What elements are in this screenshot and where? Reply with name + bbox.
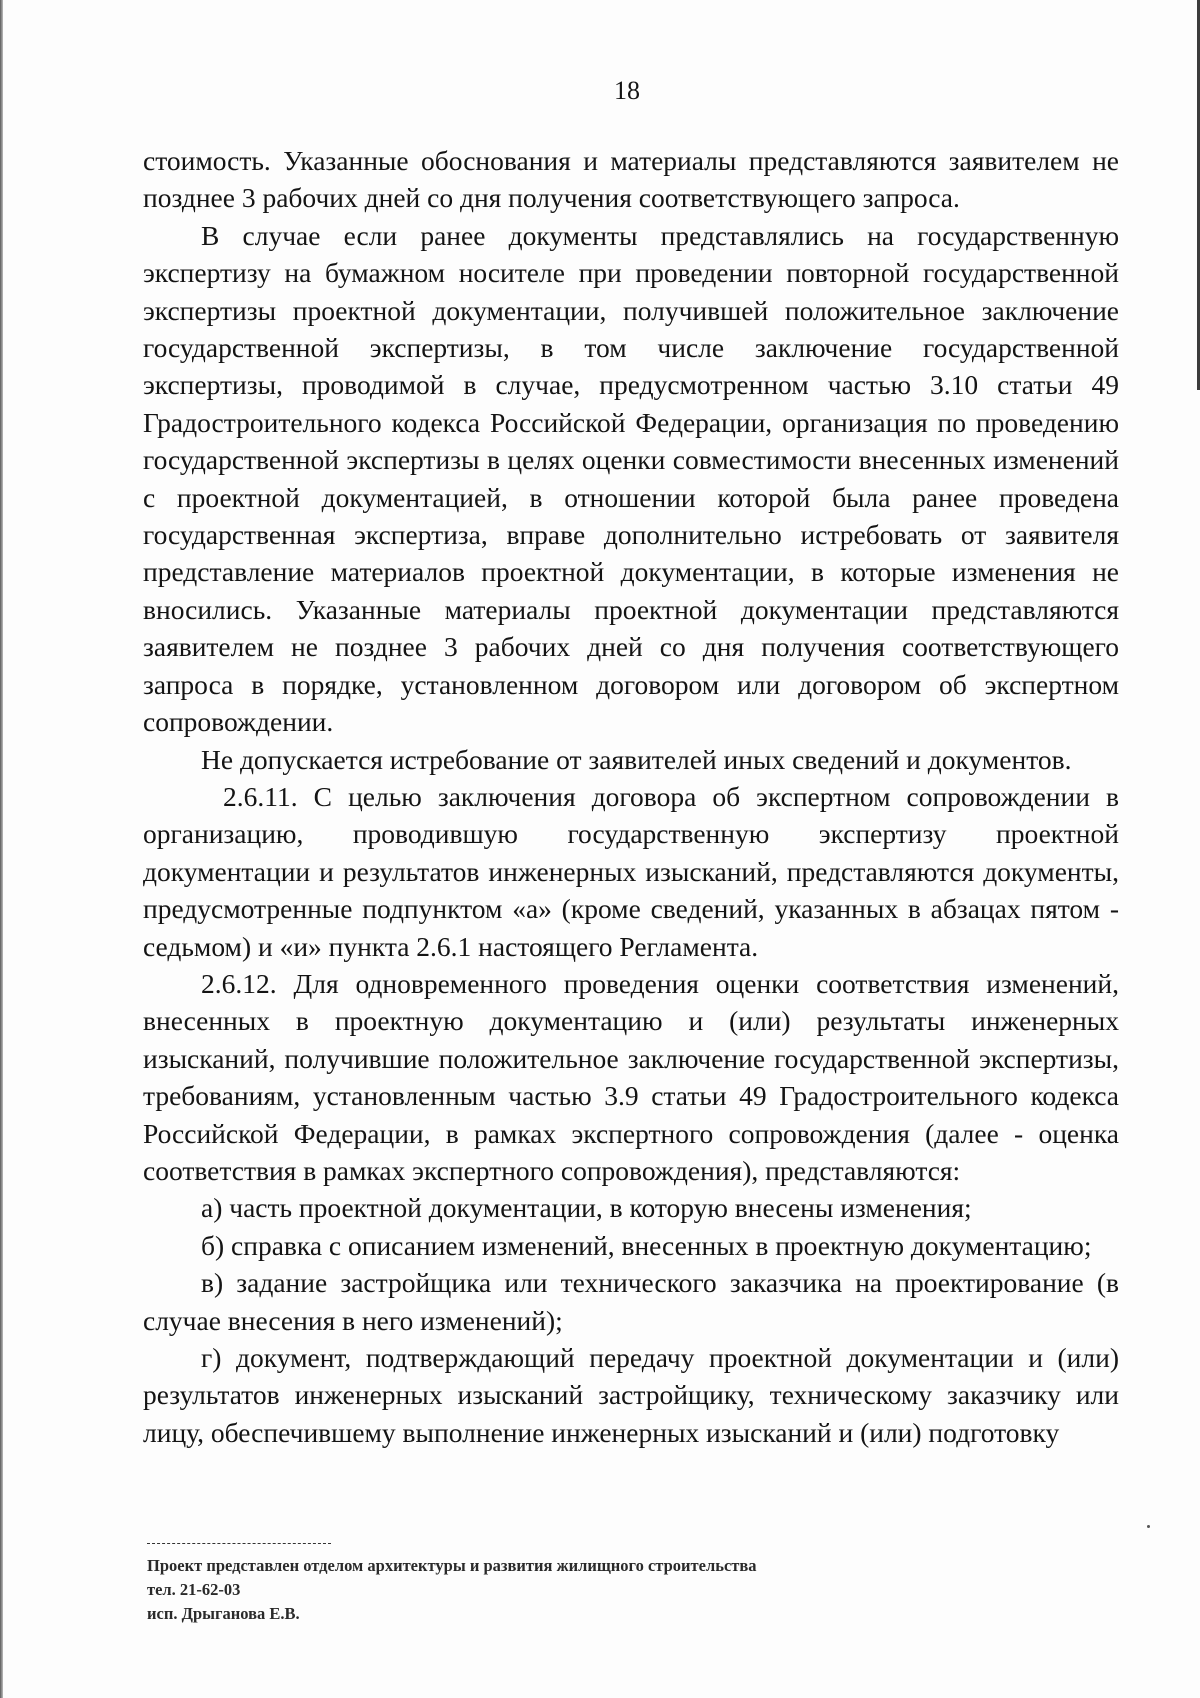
scan-left-edge (0, 0, 3, 1698)
paragraph-no-extra-documents: Не допускается истребование от заявителей иных сведений и документов. (201, 743, 1072, 775)
document-body (143, 142, 1119, 1451)
footer-separator (147, 1543, 331, 1544)
paragraph-2-6-12: 2.6.12. Для одновременного проведения оценки соответствия изменений, внесенных в проектную документацию и (или) результаты инженерных изысканий, получившие положительное заключение государственной экспертизы, требованиям, установленным частью 3.9 статьи 49 Градостроительного кодекса Российской Федерации, в рамках экспертного сопровождения (далее - оценка соответствия в рамках экспертного сопровождения), представляются: (143, 967, 1119, 1186)
paragraph-repeat-expertise: В случае если ранее документы представлялись на государственную экспертизу на бумажном носителе при проведении повторной государственной экспертизы проектной документации, получившей положительное заключение государственной экспертизы, в том числе заключение государственной экспертизы, проводимой в случае, предусмотренном частью 3.10 статьи 49 Градостроительного кодекса Российской Федерации, организация по проведению государственной экспертизы в целях оценки совместимости внесенных изменений с проектной документацией, в отношении которой была ранее проведена государственная экспертиза, вправе дополнительно истребовать от заявителя представление материалов проектной документации, в которые изменения не вносились. Указанные материалы проектной документации представляются заявителем не позднее 3 рабочих дней со дня получения соответствующего запроса в порядке, установленном договором или договором об экспертном сопровождении. (143, 219, 1119, 738)
page-number: 18 (614, 76, 640, 105)
paragraph-2-6-11: 2.6.11. С целью заключения договора об экспертном сопровождении в организацию, проводившую государственную экспертизу проектной документации и результатов инженерных изысканий, представляются документы, предусмотренные подпунктом «а» (кроме сведений, указанных в абзацах пятом - седьмом) и «и» пункта 2.6.1 настоящего Регламента. (143, 780, 1119, 962)
footer-note (147, 1554, 1047, 1626)
footer-phone: тел. 21-62-03 (147, 1580, 241, 1599)
scan-speck (1147, 1525, 1150, 1528)
paragraph-continuation: стоимость. Указанные обоснования и материалы представляются заявителем не позднее 3 рабочих дней со дня получения соответствующего запроса. (143, 145, 1119, 214)
footer-department: Проект представлен отделом архитектуры и развития жилищного строительства (147, 1556, 757, 1575)
list-item-g: г) документ, подтверждающий передачу проектной документации и (или) результатов инженерных изысканий застройщику, техническому заказчику или лицу, обеспечившему выполнение инженерных изысканий и (или) подготовку (143, 1342, 1119, 1448)
list-item-v: в) задание застройщика или технического заказчика на проектирование (в случае внесения в него изменений); (143, 1267, 1119, 1336)
footer-executor: исп. Дрыганова Е.В. (147, 1604, 300, 1623)
list-item-a: а) часть проектной документации, в которую внесены изменения; (201, 1192, 972, 1224)
list-item-b: б) справка с описанием изменений, внесенных в проектную документацию; (201, 1229, 1092, 1261)
